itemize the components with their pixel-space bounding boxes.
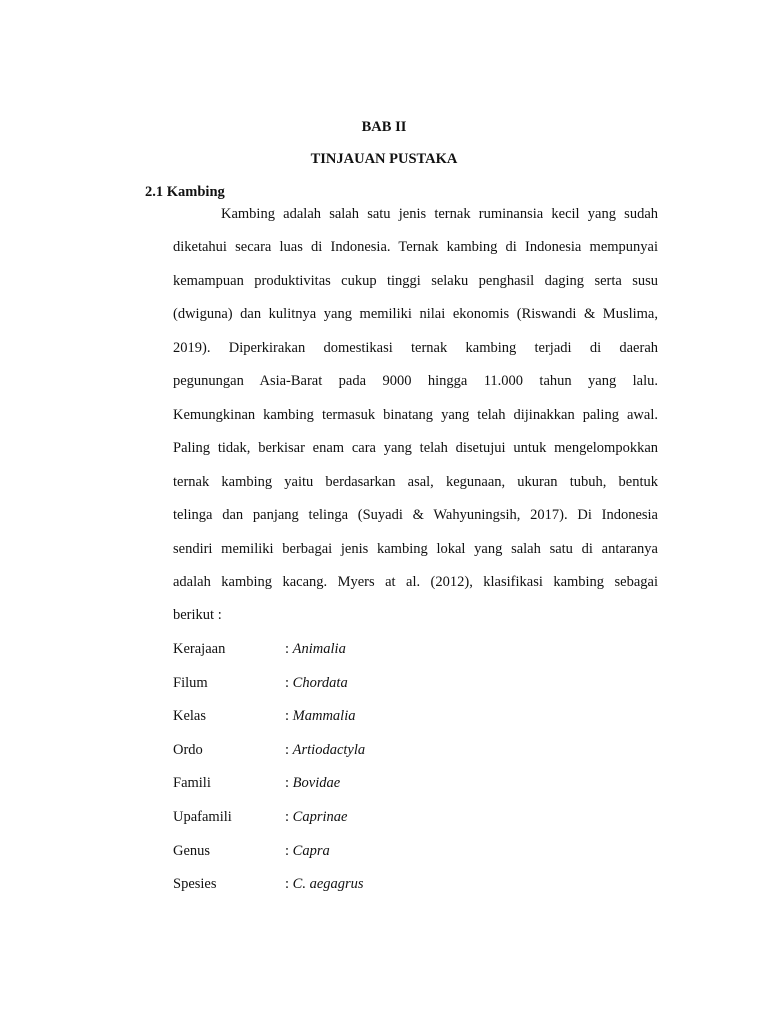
classification-value: : Capra bbox=[285, 843, 330, 859]
paragraph-line: berikut : bbox=[173, 607, 222, 623]
classification-rank: Famili bbox=[173, 775, 211, 791]
paragraph-line: adalah kambing kacang. Myers at al. (2012), klasifikasi kambing sebagai bbox=[173, 574, 658, 590]
paragraph-line: pegunungan Asia-Barat pada 9000 hingga 11.000 tahun yang lalu. bbox=[173, 373, 658, 389]
chapter-title: TINJAUAN PUSTAKA bbox=[310, 151, 458, 167]
classification-rank: Kerajaan bbox=[173, 641, 226, 657]
paragraph-line: Kemungkinan kambing termasuk binatang yang telah dijinakkan paling awal. bbox=[173, 407, 658, 423]
paragraph-line: telinga dan panjang telinga (Suyadi & Wahyuningsih, 2017). Di Indonesia bbox=[173, 507, 658, 523]
classification-rank: Kelas bbox=[173, 708, 207, 724]
classification-value: : Animalia bbox=[285, 641, 346, 657]
classification-rank: Upafamili bbox=[173, 809, 232, 825]
classification-value: : Caprinae bbox=[285, 809, 348, 825]
classification-rank: Spesies bbox=[173, 876, 217, 892]
paragraph-line: Paling tidak, berkisar enam cara yang telah disetujui untuk mengelompokkan bbox=[173, 440, 658, 456]
classification-rank: Ordo bbox=[173, 742, 203, 758]
classification-value: : C. aegagrus bbox=[285, 876, 364, 892]
classification-rank: Filum bbox=[173, 675, 208, 691]
paragraph-line: kemampuan produktivitas cukup tinggi selaku penghasil daging serta susu bbox=[173, 273, 658, 289]
paragraph-line: Kambing adalah salah satu jenis ternak ruminansia kecil yang sudah bbox=[221, 206, 658, 222]
paragraph-line: sendiri memiliki berbagai jenis kambing lokal yang salah satu di antaranya bbox=[173, 541, 658, 557]
paragraph-line: 2019). Diperkirakan domestikasi ternak kambing terjadi di daerah bbox=[173, 340, 658, 356]
paragraph-line: (dwiguna) dan kulitnya yang memiliki nilai ekonomis (Riswandi & Muslima, bbox=[173, 306, 658, 322]
classification-value: : Chordata bbox=[285, 675, 348, 691]
classification-value: : Mammalia bbox=[285, 708, 356, 724]
paragraph-line: diketahui secara luas di Indonesia. Ternak kambing di Indonesia mempunyai bbox=[173, 239, 658, 255]
classification-value: : Bovidae bbox=[285, 775, 341, 791]
classification-value: : Artiodactyla bbox=[285, 742, 366, 758]
section-heading: 2.1 Kambing bbox=[145, 184, 225, 200]
paragraph-line: ternak kambing yaitu berdasarkan asal, kegunaan, ukuran tubuh, bentuk bbox=[173, 474, 658, 490]
classification-rank: Genus bbox=[173, 843, 211, 859]
chapter-label: BAB II bbox=[361, 119, 407, 135]
